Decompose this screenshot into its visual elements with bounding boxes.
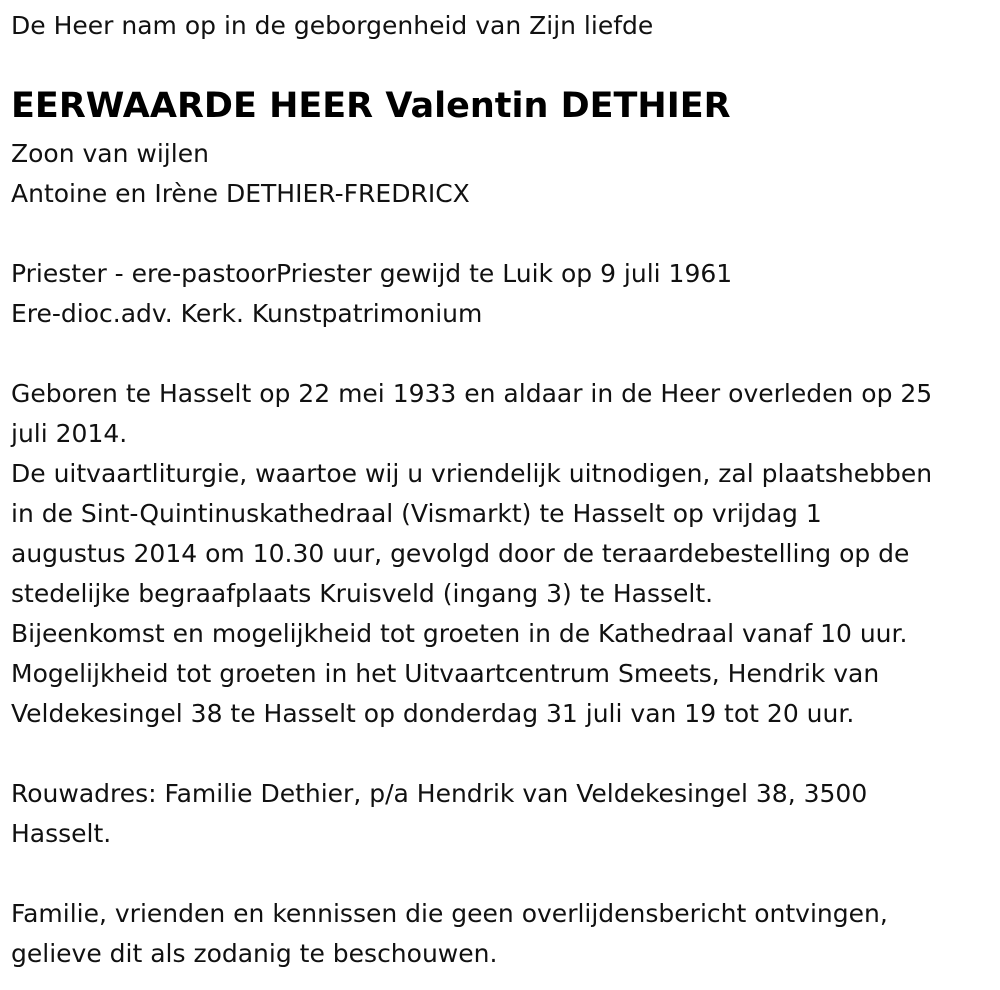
details-line: Bijeenkomst en mogelijkheid tot groeten in de Kathedraal vanaf 10 uur.	[11, 619, 908, 648]
details-line: Veldekesingel 38 te Hasselt op donderdag 31 juli van 19 tot 20 uur.	[11, 699, 855, 728]
role-line: Ere-dioc.adv. Kerk. Kunstpatrimonium	[11, 299, 483, 328]
parents-block	[11, 134, 470, 214]
deceased-title: EERWAARDE HEER Valentin DETHIER	[11, 86, 731, 126]
details-line: De uitvaartliturgie, waartoe wij u vriendelijk uitnodigen, zal plaatshebben	[11, 459, 933, 488]
details-line: augustus 2014 om 10.30 uur, gevolgd door de teraardebestelling op de	[11, 539, 910, 568]
role-line: Priester - ere-pastoorPriester gewijd te Luik op 9 juli 1961	[11, 259, 733, 288]
closing-line: Familie, vrienden en kennissen die geen overlijdensbericht ontvingen,	[11, 899, 888, 928]
details-line: Geboren te Hasselt op 22 mei 1933 en aldaar in de Heer overleden op 25	[11, 379, 933, 408]
intro-line: De Heer nam op in de geborgenheid van Zijn liefde	[11, 11, 654, 40]
address-line: Hasselt.	[11, 819, 112, 848]
closing-note	[11, 894, 888, 974]
parents-line: Zoon van wijlen	[11, 139, 209, 168]
funeral-details	[11, 374, 932, 734]
mourning-address	[11, 774, 867, 854]
details-line: stedelijke begraafplaats Kruisveld (ingang 3) te Hasselt.	[11, 579, 714, 608]
parents-line: Antoine en Irène DETHIER-FREDRICX	[11, 179, 470, 208]
roles-block	[11, 254, 732, 334]
closing-line: gelieve dit als zodanig te beschouwen.	[11, 939, 498, 968]
address-line: Rouwadres: Familie Dethier, p/a Hendrik van Veldekesingel 38, 3500	[11, 779, 868, 808]
details-line: Mogelijkheid tot groeten in het Uitvaartcentrum Smeets, Hendrik van	[11, 659, 880, 688]
details-line: juli 2014.	[11, 419, 128, 448]
details-line: in de Sint-Quintinuskathedraal (Vismarkt) te Hasselt op vrijdag 1	[11, 499, 822, 528]
